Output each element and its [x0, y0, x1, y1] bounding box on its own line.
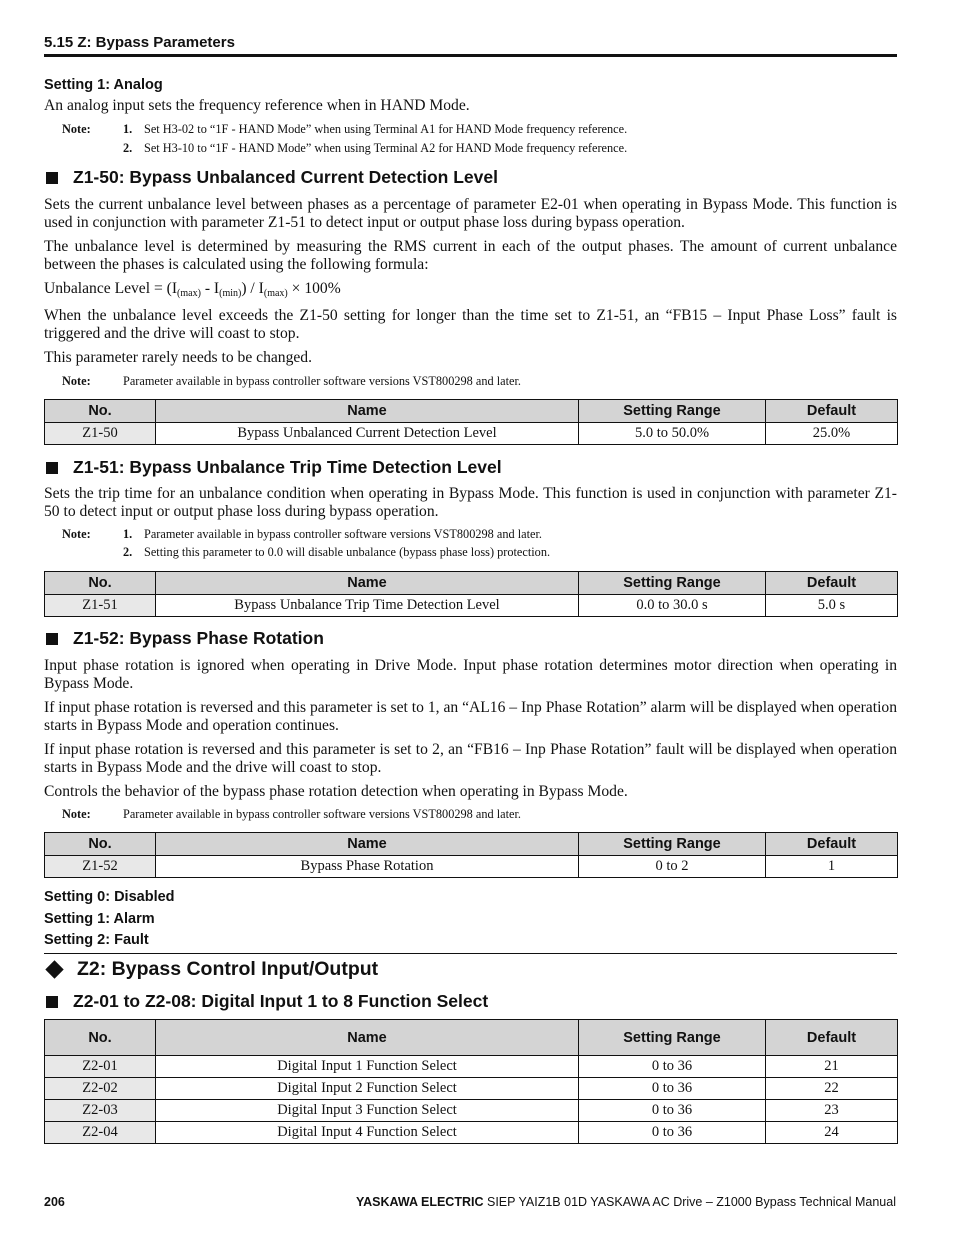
table-row [45, 856, 898, 878]
column-header-name: Name [156, 1020, 579, 1056]
z2-subheading-text: Z2-01 to Z2-08: Digital Input 1 to 8 Function Select [73, 991, 489, 1011]
z1-52-paragraph-1: Input phase rotation is ignored when operating in Drive Mode. Input phase rotation determines motor direction when operating in Bypass Mode. [44, 657, 897, 692]
z2-heading-text: Z2: Bypass Control Input/Output [77, 958, 379, 980]
param-range: 0 to 36 [579, 1122, 766, 1144]
param-range: 5.0 to 50.0% [579, 423, 766, 445]
note-number: 1. [123, 527, 133, 541]
param-no: Z2-04 [45, 1122, 156, 1144]
footer-manual-title [356, 1195, 896, 1209]
column-header-no: No. [45, 1020, 156, 1056]
column-header-no: No. [45, 833, 156, 856]
note-text: Parameter available in bypass controller software versions VST800298 and later. [123, 807, 521, 821]
note-text: Set H3-02 to “1F - HAND Mode” when using Terminal A1 for HAND Mode frequency reference. [144, 122, 628, 136]
z1-50-parameter-table [44, 399, 898, 445]
param-default: 24 [766, 1122, 898, 1144]
param-range: 0 to 36 [579, 1078, 766, 1100]
note-label: Note: [62, 807, 91, 821]
z1-50-heading [44, 167, 498, 188]
square-bullet-icon [46, 633, 58, 645]
z2-parameter-table [44, 1019, 898, 1144]
table-row [45, 1056, 898, 1078]
z1-51-heading-text: Z1-51: Bypass Unbalance Trip Time Detection Level [73, 457, 502, 477]
param-name: Bypass Unbalance Trip Time Detection Level [156, 595, 579, 617]
note-number: 2. [123, 545, 133, 559]
param-name: Bypass Phase Rotation [156, 856, 579, 878]
param-name: Digital Input 3 Function Select [156, 1100, 579, 1122]
z1-52-heading-text: Z1-52: Bypass Phase Rotation [73, 628, 324, 648]
param-default: 22 [766, 1078, 898, 1100]
column-header-default: Default [766, 1020, 898, 1056]
footer-brand: YASKAWA ELECTRIC [355, 1195, 484, 1209]
param-name: Bypass Unbalanced Current Detection Level [156, 423, 579, 445]
note-label: Note: [62, 374, 91, 388]
z1-51-parameter-table [44, 571, 898, 617]
setting-0-title: Setting 0: Disabled [44, 889, 175, 905]
z1-50-paragraph-4: This parameter rarely needs to be changed. [44, 349, 313, 366]
table-row [45, 1078, 898, 1100]
note-label: Note: [62, 527, 91, 541]
square-bullet-icon [46, 996, 58, 1008]
header-rule [44, 54, 897, 57]
column-header-setting-range: Setting Range [579, 572, 766, 595]
setting-1-analog-text: An analog input sets the frequency reference when in HAND Mode. [44, 97, 470, 114]
z1-52-paragraph-3: If input phase rotation is reversed and this parameter is set to 2, an “FB16 – Inp Phase Rotation” fault will be displayed when operation starts in Bypass Mode and the drive will coast to stop. [44, 741, 897, 776]
z1-52-paragraph-4: Controls the behavior of the bypass phase rotation detection when operating in Bypass Mode. [44, 783, 628, 800]
z1-50-paragraph-2: The unbalance level is determined by measuring the RMS current in each of the output phases. The amount of current unbalance between the phases is calculated using the following formula: [44, 238, 897, 273]
z2-heading [44, 958, 378, 981]
param-range: 0 to 36 [579, 1056, 766, 1078]
param-default: 5.0 s [766, 595, 898, 617]
setting-2-title: Setting 2: Fault [44, 932, 149, 948]
diamond-bullet-icon [45, 960, 63, 978]
column-header-setting-range: Setting Range [579, 1020, 766, 1056]
z1-50-paragraph-3: When the unbalance level exceeds the Z1-50 setting for longer than the time set to Z1-51, an “FB15 – Input Phase Loss” fault is triggered and the drive will coast to stop. [44, 307, 897, 342]
table-row [45, 1100, 898, 1122]
column-header-default: Default [766, 833, 898, 856]
note-number: 1. [123, 122, 133, 136]
table-row [45, 423, 898, 445]
param-range: 0 to 2 [579, 856, 766, 878]
note-text: Parameter available in bypass controller software versions VST800298 and later. [144, 527, 542, 541]
column-header-name: Name [156, 572, 579, 595]
section-header: 5.15 Z: Bypass Parameters [44, 34, 235, 51]
param-no: Z2-01 [45, 1056, 156, 1078]
z1-50-paragraph-1: Sets the current unbalance level between phases as a percentage of parameter E2-01 when operating in Bypass Mode. This function is used in conjunction with parameter Z1-51 to detect input or output phase loss during bypass operation. [44, 196, 897, 231]
column-header-no: No. [45, 572, 156, 595]
param-range: 0 to 36 [579, 1100, 766, 1122]
note-number: 2. [123, 141, 133, 155]
table-row [45, 595, 898, 617]
column-header-name: Name [156, 400, 579, 423]
param-no: Z2-02 [45, 1078, 156, 1100]
unbalance-formula: Unbalance Level = $(I_{(max)} - I_{(min)}) / I_{(max)} \times 100\%$ [44, 280, 341, 299]
param-no: Z2-03 [45, 1100, 156, 1122]
setting-1-analog-title: Setting 1: Analog [44, 77, 163, 93]
z1-52-heading [44, 628, 324, 649]
param-range: 0.0 to 30.0 s [579, 595, 766, 617]
z1-52-paragraph-2: If input phase rotation is reversed and this parameter is set to 1, an “AL16 – Inp Phase Rotation” alarm will be displayed when operation starts in Bypass Mode and operation continues. [44, 699, 897, 734]
column-header-no: No. [45, 400, 156, 423]
column-header-default: Default [766, 572, 898, 595]
column-header-setting-range: Setting Range [579, 833, 766, 856]
param-default: 25.0% [766, 423, 898, 445]
square-bullet-icon [46, 462, 58, 474]
z1-51-heading [44, 457, 502, 478]
param-no: Z1-52 [45, 856, 156, 878]
note-text: Setting this parameter to 0.0 will disable unbalance (bypass phase loss) protection. [144, 545, 551, 559]
note-text: Set H3-10 to “1F - HAND Mode” when using Terminal A2 for HAND Mode frequency reference. [144, 141, 628, 155]
square-bullet-icon [46, 172, 58, 184]
footer-manual-text: SIEP YAIZ1B 01D YASKAWA AC Drive – Z1000 Bypass Technical Manual [483, 1195, 896, 1209]
page-number: 206 [44, 1195, 65, 1209]
param-no: Z1-50 [45, 423, 156, 445]
param-name: Digital Input 2 Function Select [156, 1078, 579, 1100]
param-name: Digital Input 4 Function Select [156, 1122, 579, 1144]
column-header-name: Name [156, 833, 579, 856]
column-header-setting-range: Setting Range [579, 400, 766, 423]
note-text: Parameter available in bypass controller software versions VST800298 and later. [123, 374, 521, 388]
z1-50-heading-text: Z1-50: Bypass Unbalanced Current Detection Level [73, 167, 498, 187]
z1-52-parameter-table [44, 832, 898, 878]
z2-subheading [44, 991, 488, 1012]
z1-51-paragraph-1: Sets the trip time for an unbalance condition when operating in Bypass Mode. This function is used in conjunction with parameter Z1-50 to detect input or output phase loss during bypass operation. [44, 485, 897, 520]
param-default: 1 [766, 856, 898, 878]
setting-1-title: Setting 1: Alarm [44, 911, 155, 927]
note-label: Note: [62, 122, 91, 136]
param-default: 23 [766, 1100, 898, 1122]
param-no: Z1-51 [45, 595, 156, 617]
column-header-default: Default [766, 400, 898, 423]
table-row [45, 1122, 898, 1144]
section-rule [44, 953, 897, 954]
param-name: Digital Input 1 Function Select [156, 1056, 579, 1078]
param-default: 21 [766, 1056, 898, 1078]
